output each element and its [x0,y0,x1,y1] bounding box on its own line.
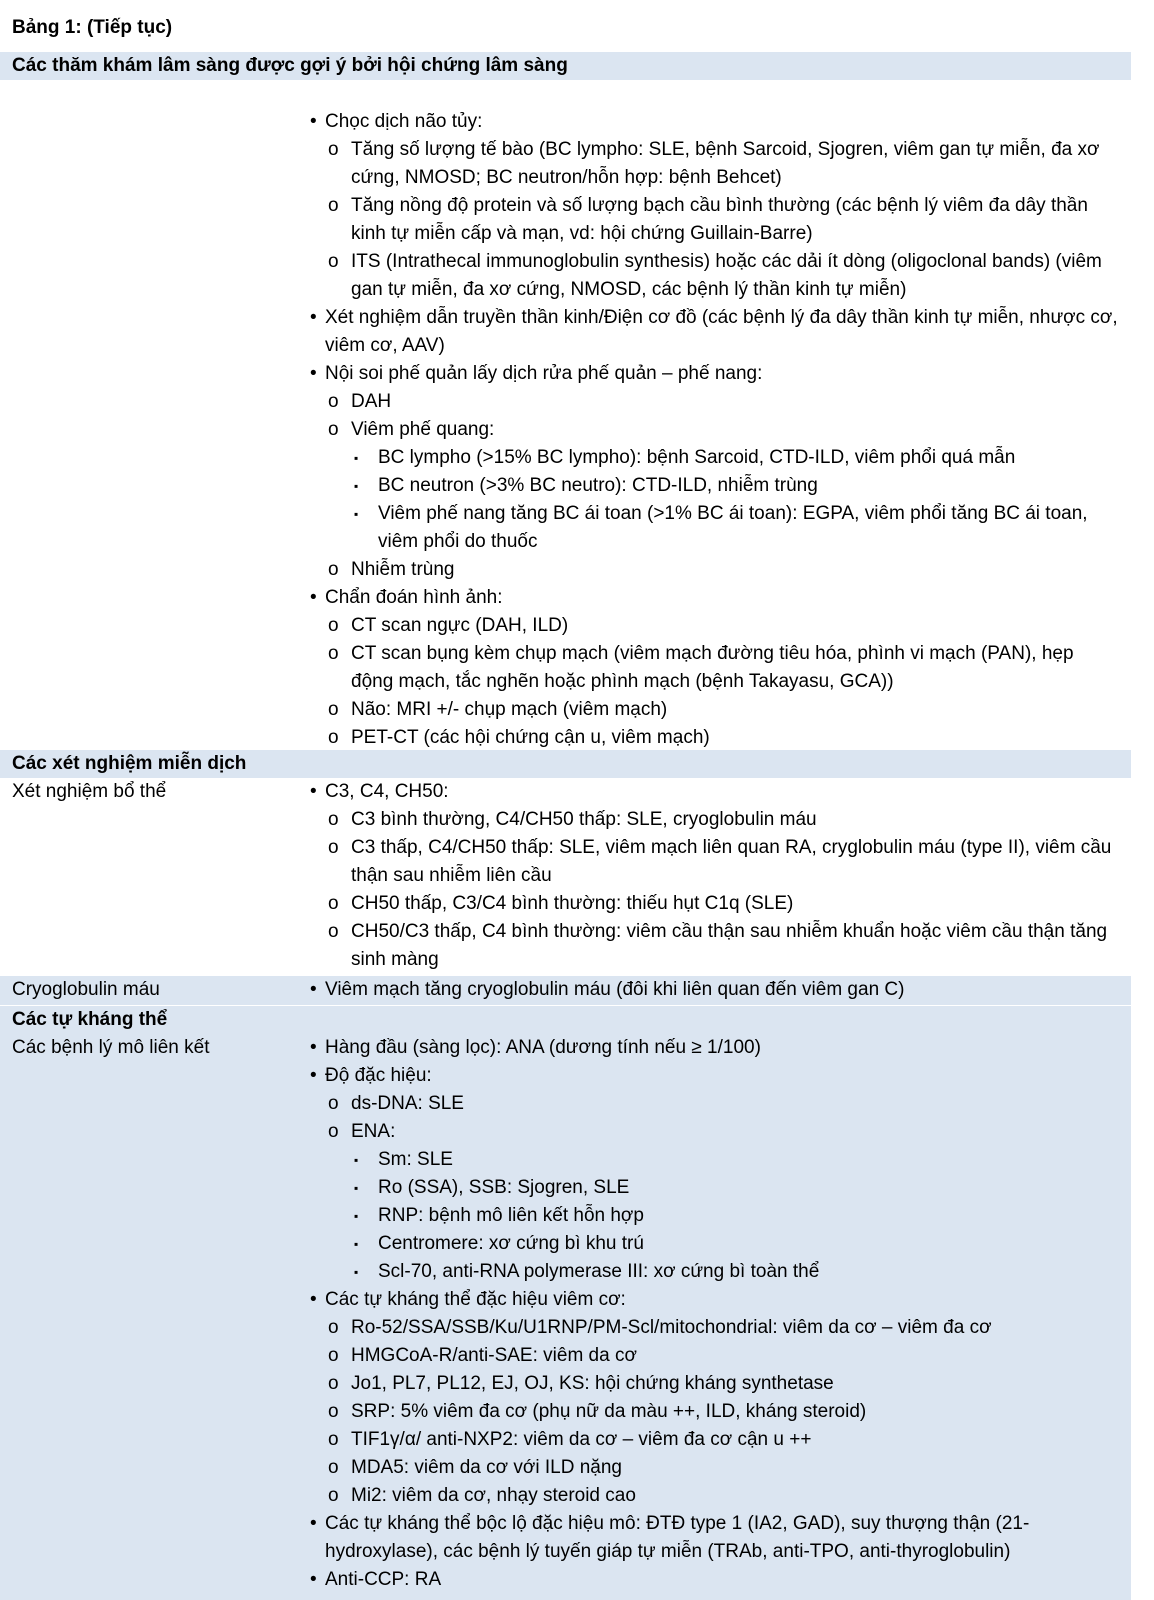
list-item [310,1090,1120,1118]
list-item-text: CH50 thấp, C3/C4 bình thường: thiếu hụt C1q (SLE) [351,893,794,914]
bullet-icon: • [310,979,317,1000]
list-item-text: DAH [351,391,392,412]
list-item-text: Hàng đầu (sàng lọc): ANA (dương tính nếu ≥ 1/100) [325,1037,761,1058]
circle-bullet-icon: o [328,809,339,830]
circle-bullet-icon: o [328,893,339,914]
circle-bullet-icon: o [328,727,339,748]
bullet-icon: • [310,781,317,802]
list-item [310,248,1120,304]
list-item-text: Viêm phế nang tăng BC ái toan (>1% BC ái toan): EGPA, viêm phổi tăng BC ái toan, viêm phổi do thuốc [378,503,1088,552]
list-item-text: RNP: bệnh mô liên kết hỗn hợp [378,1205,644,1226]
list-item-text: Các tự kháng thể đặc hiệu viêm cơ: [325,1289,626,1310]
list-item-text: BC lympho (>15% BC lympho): bệnh Sarcoid, CTD-ILD, viêm phổi quá mẫn [378,447,1016,468]
sub-list [310,806,1120,974]
bullet-icon: • [310,1065,317,1086]
list-item [310,890,1120,918]
list-item [310,108,1120,136]
ctd-cell [310,1034,1120,1594]
list-item [310,1342,1120,1370]
bullet-icon: • [310,587,317,608]
list-item-text: Viêm phế quang: [351,419,495,440]
circle-bullet-icon: o [328,1457,339,1478]
square-bullet-icon: ▪ [354,507,359,521]
bullet-icon: • [310,1289,317,1310]
list-item [310,304,1120,360]
list-item [310,1118,1120,1146]
bullet-icon: • [310,111,317,132]
list-item-text: Xét nghiệm dẫn truyền thần kinh/Điện cơ đồ (các bệnh lý đa dây thần kinh tự miễn, nhược cơ, viêm cơ, AAV) [325,307,1118,356]
list-item [310,1062,1120,1090]
list-item [310,444,1120,472]
bullet-icon: • [310,307,317,328]
list-item-text: CH50/C3 thấp, C4 bình thường: viêm cầu thận sau nhiễm khuẩn hoặc viêm cầu thận tăng sinh màng [351,921,1108,970]
bullet-icon: • [310,1037,317,1058]
list-item [310,584,1120,612]
bullet-icon: • [310,363,317,384]
list-item [310,192,1120,248]
list-item [310,1510,1120,1566]
list-item-text: Mi2: viêm da cơ, nhạy steroid cao [351,1485,636,1506]
list-item [310,1034,1120,1062]
sub-list [310,444,1120,556]
section-title: Các xét nghiệm miễn dịch [12,753,247,774]
circle-bullet-icon: o [328,419,339,440]
list-item-text: ENA: [351,1121,396,1142]
list-item-text: Tăng số lượng tế bào (BC lympho: SLE, bệnh Sarcoid, Sjogren, viêm gan tự miễn, đa xơ cứng, NMOSD; BC neutron/hỗn hợp: bệnh Behcet) [351,139,1100,188]
list-item-text: Chọc dịch não tủy: [325,111,483,132]
list-item [310,1370,1120,1398]
list-item-text: Nhiễm trùng [351,559,455,580]
circle-bullet-icon: o [328,1093,339,1114]
circle-bullet-icon: o [328,837,339,858]
list-item [310,1174,1120,1202]
list-item [310,806,1120,834]
list-item [310,1426,1120,1454]
list-item [310,724,1120,752]
list-item-text: C3, C4, CH50: [325,781,449,802]
circle-bullet-icon: o [328,139,339,160]
list-item [310,1566,1120,1594]
square-bullet-icon: ▪ [354,1265,359,1279]
sub-list [310,1146,1120,1286]
list-item [310,918,1120,974]
list-item-text: Tăng nồng độ protein và số lượng bạch cầu bình thường (các bệnh lý viêm đa dây thần kinh tự miễn cấp và mạn, vd: hội chứng Guillain-Barre) [351,195,1088,244]
list-item [310,472,1120,500]
list-item-text: CT scan ngực (DAH, ILD) [351,615,569,636]
circle-bullet-icon: o [328,1429,339,1450]
square-bullet-icon: ▪ [354,479,359,493]
row-label-complement: Xét nghiệm bổ thể [12,781,167,802]
list-item [310,500,1120,556]
list-item [310,778,1120,806]
list-item-text: BC neutron (>3% BC neutro): CTD-ILD, nhiễm trùng [378,475,818,496]
bullet-icon: • [310,1569,317,1590]
list-item [310,416,1120,444]
square-bullet-icon: ▪ [354,1209,359,1223]
list-item-text: ITS (Intrathecal immunoglobulin synthesis) hoặc các dải ít dòng (oligoclonal bands) (viêm gan tự miễn, đa xơ cứng, NMOSD, các bệnh lý thần kinh tự miễn) [351,251,1102,300]
circle-bullet-icon: o [328,1345,339,1366]
complement-cell [310,778,1120,974]
list-item [310,834,1120,890]
list-item-text: Nội soi phế quản lấy dịch rửa phế quản – phế nang: [325,363,763,384]
circle-bullet-icon: o [328,391,339,412]
circle-bullet-icon: o [328,1373,339,1394]
list-item [310,1146,1120,1174]
section-header-immunology [0,750,1131,778]
list-item-text: ds-DNA: SLE [351,1093,464,1114]
list-item [310,1258,1120,1286]
list-item [310,696,1120,724]
list-item-text: TIF1γ/α/ anti-NXP2: viêm da cơ – viêm đa cơ cận u ++ [351,1429,812,1450]
list-item [310,388,1120,416]
sub-list [310,1314,1120,1510]
circle-bullet-icon: o [328,1317,339,1338]
circle-bullet-icon: o [328,559,339,580]
circle-bullet-icon: o [328,643,339,664]
sub-list [310,612,1120,752]
list-item-text: MDA5: viêm da cơ với ILD nặng [351,1457,622,1478]
list-item [310,1454,1120,1482]
list-item [310,1482,1120,1510]
list-item-text: SRP: 5% viêm đa cơ (phụ nữ da màu ++, ILD, kháng steroid) [351,1401,867,1422]
list-item-text: Anti-CCP: RA [325,1569,442,1590]
list-item [310,556,1120,584]
list-item-text: Jo1, PL7, PL12, EJ, OJ, KS: hội chứng kháng synthetase [351,1373,834,1394]
list-item-text: HMGCoA-R/anti-SAE: viêm da cơ [351,1345,637,1366]
section-header-clinical [0,52,1131,80]
circle-bullet-icon: o [328,1121,339,1142]
list-item [310,976,1120,1004]
row-label-cryoglobulin: Cryoglobulin máu [12,979,160,1000]
square-bullet-icon: ▪ [354,1237,359,1251]
list-item-text: Centromere: xơ cứng bì khu trú [378,1233,644,1254]
list-item [310,1286,1120,1314]
circle-bullet-icon: o [328,1401,339,1422]
square-bullet-icon: ▪ [354,451,359,465]
list-item-text: Não: MRI +/- chụp mạch (viêm mạch) [351,699,668,720]
list-item [310,1230,1120,1258]
sub-list [310,388,1120,584]
circle-bullet-icon: o [328,251,339,272]
section-title: Các tự kháng thể [12,1009,168,1030]
list-item-text: Chẩn đoán hình ảnh: [325,587,503,608]
list-item-text: C3 bình thường, C4/CH50 thấp: SLE, cryoglobulin máu [351,809,817,830]
list-item [310,1314,1120,1342]
list-item-text: Viêm mạch tăng cryoglobulin máu (đôi khi liên quan đến viêm gan C) [325,979,905,1000]
section-header-autoantibodies [0,1006,1131,1034]
list-item-text: Độ đặc hiệu: [325,1065,432,1086]
list-item [310,640,1120,696]
list-item [310,1398,1120,1426]
section-title: Các thăm khám lâm sàng được gợi ý bởi hội chứng lâm sàng [12,55,568,76]
clinical-exams-cell [310,108,1120,752]
list-item-text: Ro (SSA), SSB: Sjogren, SLE [378,1177,630,1198]
square-bullet-icon: ▪ [354,1153,359,1167]
square-bullet-icon: ▪ [354,1181,359,1195]
cryoglobulin-cell [310,976,1120,1004]
circle-bullet-icon: o [328,195,339,216]
circle-bullet-icon: o [328,699,339,720]
list-item [310,360,1120,388]
list-item [310,1202,1120,1230]
list-item-text: Scl-70, anti-RNA polymerase III: xơ cứng bì toàn thể [378,1261,820,1282]
circle-bullet-icon: o [328,615,339,636]
list-item-text: Ro-52/SSA/SSB/Ku/U1RNP/PM-Scl/mitochondrial: viêm da cơ – viêm đa cơ [351,1317,992,1338]
list-item-text: Các tự kháng thể bộc lộ đặc hiệu mô: ĐTĐ type 1 (IA2, GAD), suy thượng thận (21-hydroxylase), các bệnh lý tuyến giáp tự miễn (TRAb, anti-TPO, anti-thyroglobulin) [325,1513,1030,1562]
list-item-text: C3 thấp, C4/CH50 thấp: SLE, viêm mạch liên quan RA, cryglobulin máu (type II), viêm cầu thận sau nhiễm liên cầu [351,837,1112,886]
list-item-text: Sm: SLE [378,1149,453,1170]
sub-list [310,136,1120,304]
circle-bullet-icon: o [328,1485,339,1506]
bullet-icon: • [310,1513,317,1534]
list-item-text: CT scan bụng kèm chụp mạch (viêm mạch đường tiêu hóa, phình vi mạch (PAN), hẹp động mạch, tắc nghẽn hoặc phình mạch (bệnh Takayasu, GCA)) [351,643,1074,692]
sub-list [310,1090,1120,1286]
table-caption: Bảng 1: (Tiếp tục) [12,17,173,38]
list-item-text: PET-CT (các hội chứng cận u, viêm mạch) [351,727,710,748]
list-item [310,612,1120,640]
row-label-ctd: Các bệnh lý mô liên kết [12,1037,210,1058]
list-item [310,136,1120,192]
circle-bullet-icon: o [328,921,339,942]
